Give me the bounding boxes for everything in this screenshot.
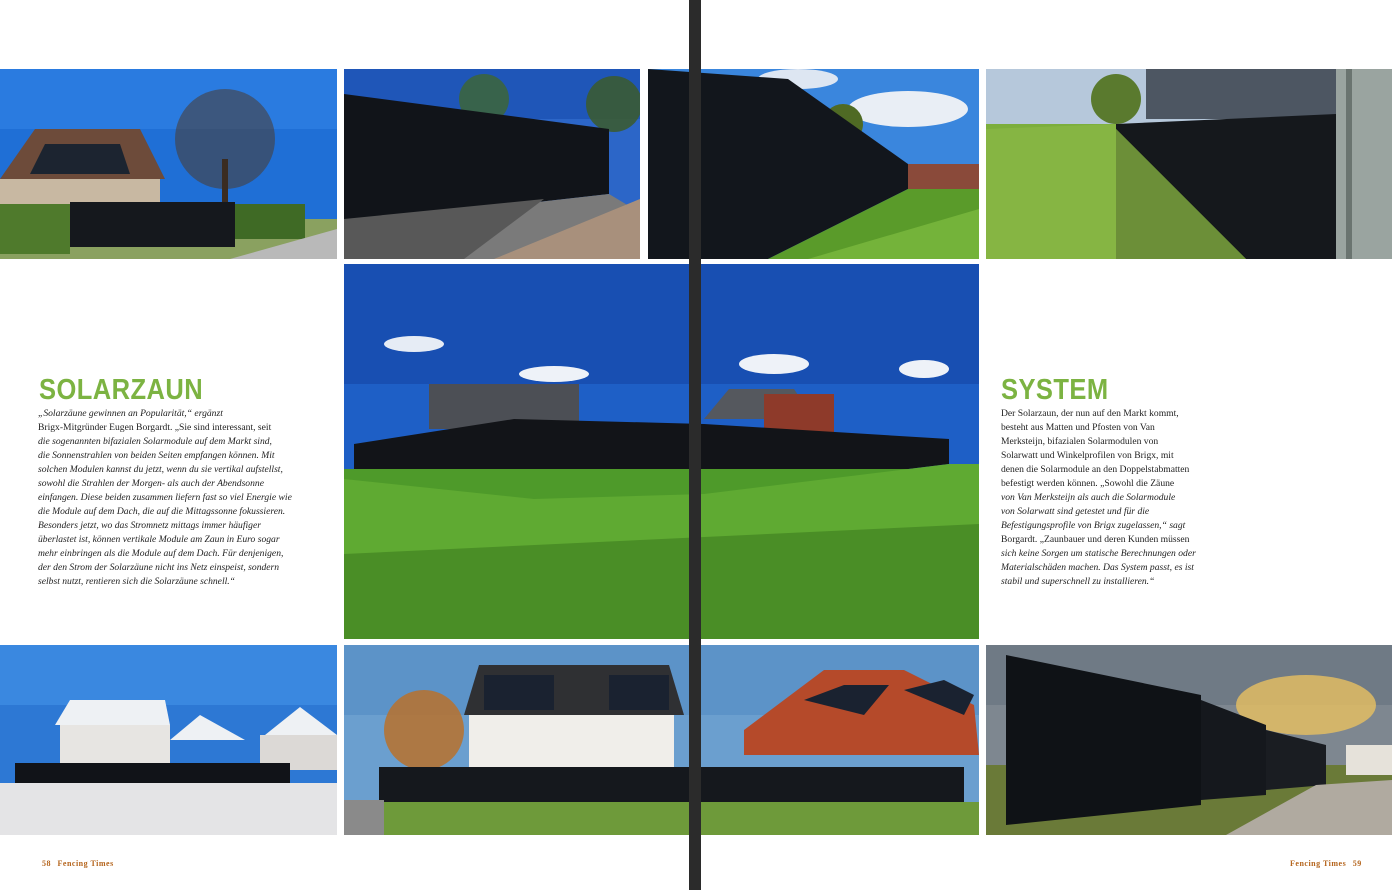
left-line: selbst nutzt, rentieren sich die Solarzäune schnell.“ xyxy=(38,576,236,587)
heading-system: SYSTEM xyxy=(1001,374,1109,406)
photo-solar-fence-driveway xyxy=(344,69,640,259)
photo-house-with-solar-fence xyxy=(0,69,337,259)
photo-solar-fence-panorama xyxy=(344,264,979,639)
right-line: von Van Merksteijn als auch die Solarmodule xyxy=(1001,492,1176,503)
left-line: Besonders jetzt, wo das Stromnetz mittags immer häufiger xyxy=(38,520,261,531)
right-line: besteht aus Matten und Pfosten von Van xyxy=(1001,422,1155,433)
left-line: einfangen. Diese beiden zusammen liefern fast so viel Energie wie xyxy=(38,492,292,503)
body-text-left xyxy=(38,407,338,589)
right-line: Solarwatt und Winkelprofilen von Brigx, mit xyxy=(1001,450,1174,461)
left-line: überlastet ist, können vertikale Module am Zaun in Euro sogar xyxy=(38,534,280,545)
photo-solar-fence-snow xyxy=(0,645,337,835)
left-line: Brigx-Mitgründer Eugen Borgardt. „Sie sind interessant, seit xyxy=(38,422,272,433)
left-line: die sogenannten bifazialen Solarmodule auf dem Markt sind, xyxy=(38,436,272,447)
right-line: von Solarwatt sind getestet und für die xyxy=(1001,506,1150,517)
footer-page-number-left: 58 xyxy=(42,859,51,868)
left-line: solchen Modulen kannst du jetzt, wenn du sie vertikal aufstellst, xyxy=(38,464,283,475)
photo-solar-fence-meadow xyxy=(986,69,1392,259)
footer-title-left: Fencing Times xyxy=(57,859,114,868)
right-line: befestigt werden können. „Sowohl die Zäune xyxy=(1001,478,1175,489)
page-spine xyxy=(689,0,701,890)
left-line: der den Strom der Solarzäune nicht ins Netz einspeist, sondern xyxy=(38,562,280,573)
footer-page-number-right: 59 xyxy=(1352,859,1362,868)
body-text-right xyxy=(1001,407,1301,589)
photo-solar-fence-house-evening xyxy=(344,645,979,835)
left-line: mehr einbringen als die Module auf dem Dach. Für denjenigen, xyxy=(38,548,284,559)
heading-solarzaun: SOLARZAUN xyxy=(39,374,204,406)
left-line: sowohl die Strahlen der Morgen- als auch der Abendsonne xyxy=(38,478,264,489)
footer-right xyxy=(1290,859,1366,868)
right-line: stabil und superschnell zu installieren.“ xyxy=(1001,576,1155,587)
right-line: Materialschäden machen. Das System passt, es ist xyxy=(1001,562,1194,573)
right-line: Borgardt. „Zaunbauer und deren Kunden müssen xyxy=(1001,534,1190,545)
right-line: denen die Solarmodule an den Doppelstabmatten xyxy=(1001,464,1190,475)
right-line: Merksteijn, bifazialen Solarmodulen von xyxy=(1001,436,1159,447)
left-line: „Solarzäune gewinnen an Popularität,“ ergänzt xyxy=(38,408,223,419)
right-line: Befestigungsprofile von Brigx zugelassen,“ sagt xyxy=(1001,520,1186,531)
right-line: Der Solarzaun, der nun auf den Markt kommt, xyxy=(1001,408,1179,419)
photo-solar-fence-sunset xyxy=(986,645,1392,835)
right-line: sich keine Sorgen um statische Berechnungen oder xyxy=(1001,548,1196,559)
footer-left xyxy=(38,859,114,868)
footer-title-right: Fencing Times xyxy=(1290,859,1347,868)
left-line: die Module auf dem Dach, die auf die Mittagssonne fokussieren. xyxy=(38,506,286,517)
left-line: die Sonnenstrahlen von beiden Seiten empfangen können. Mit xyxy=(38,450,275,461)
